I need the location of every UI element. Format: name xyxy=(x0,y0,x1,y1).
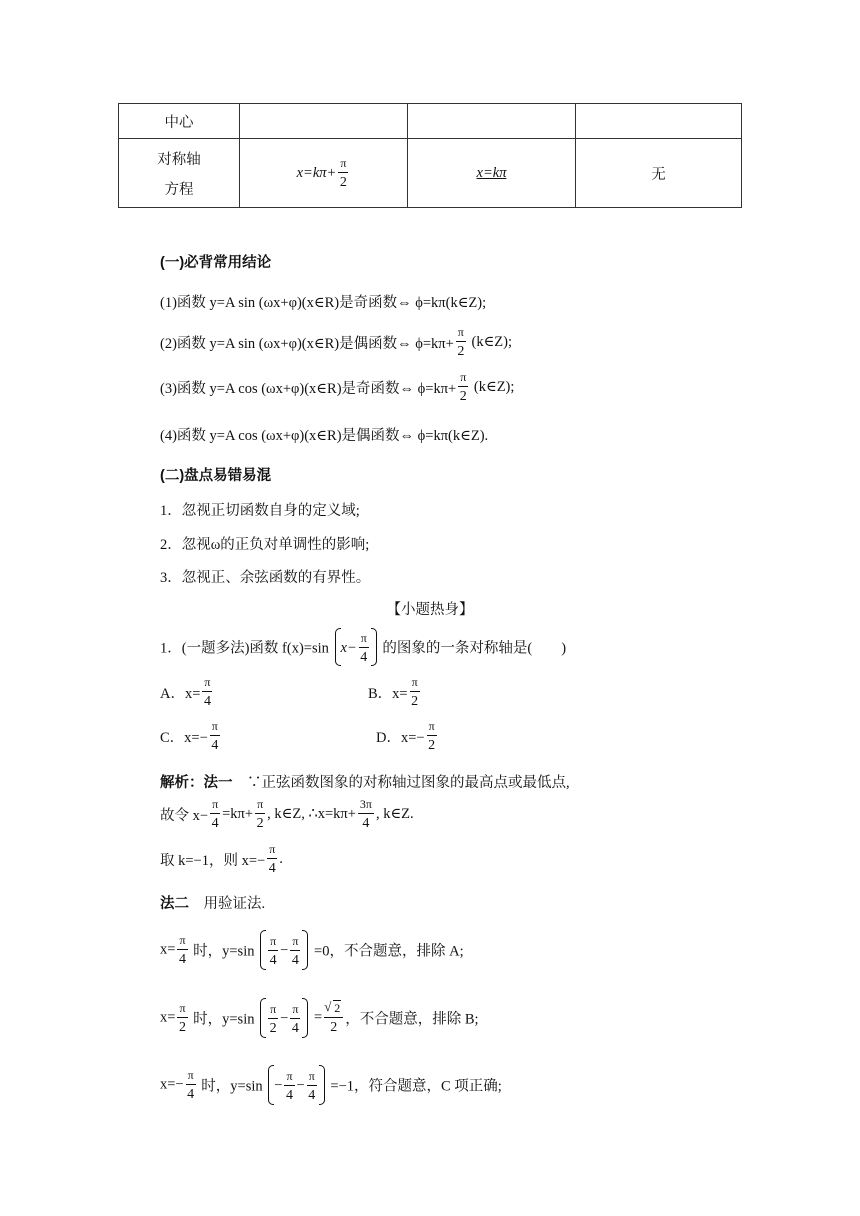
table-cell-axis-label xyxy=(119,139,240,208)
check-a: x= $\frac{\pi}{4}$ 时，y=sin $\frac{\pi}{4}$ − $\frac{\pi}{4}$ =0，不合题意，排除 A; xyxy=(160,930,464,970)
section1-heading: (一)必背常用结论 xyxy=(160,255,272,271)
table-row xyxy=(119,139,742,208)
option-a[interactable]: A．x= $\frac{\pi}{4}$ xyxy=(160,675,211,709)
pitfall-3: 3．忽视正、余弦函数的有界性。 xyxy=(160,570,371,586)
pitfall-1: 1．忽视正切函数自身的定义域; xyxy=(160,503,360,519)
table-cell xyxy=(408,104,576,139)
solution-line3: 取 k=−1，则 x=− $\frac{\pi}{4}$ . xyxy=(160,842,283,876)
fraction: $\frac{\pi}{2}$ xyxy=(457,325,465,359)
fraction: $\frac{\pi}{2}$ xyxy=(459,370,467,404)
table-cell-cos-axis xyxy=(408,139,576,208)
option-c[interactable]: C．x=− $\frac{\pi}{4}$ xyxy=(160,719,219,753)
section2-heading: (二)盘点易错易混 xyxy=(160,468,272,484)
cos-axis-formula: x=kπ xyxy=(476,164,507,181)
solution-line1: 解析：法一 ∵正弦函数图象的对称轴过图象的最高点或最低点, xyxy=(160,775,570,791)
properties-table xyxy=(118,103,742,208)
check-c: x=− $\frac{\pi}{4}$ 时，y=sin − $\frac{\pi}{4}$ − $\frac{\pi}{4}$ =−1，符合题意，C 项正确; xyxy=(160,1065,502,1105)
table-cell-sin-axis xyxy=(240,139,408,208)
table-cell xyxy=(240,104,408,139)
axis-label-line1: 对称轴 xyxy=(157,152,201,168)
option-d[interactable]: D．x=− $\frac{\pi}{2}$ xyxy=(376,719,436,753)
fraction: $\frac{\pi}{2}$ xyxy=(339,155,347,190)
conclusion-4: (4)函数 y=A cos (ωx+φ)(x∈R)是偶函数⇔ ϕ=kπ(k∈Z). xyxy=(160,428,489,444)
solution-line2: 故令 x− $\frac{\pi}{4}$ =kπ+ $\frac{\pi}{2}$ , k∈Z, ∴x=kπ+ $\frac{3\pi}{4}$ , k∈Z. xyxy=(160,797,414,831)
conclusion-3: (3)函数 y=A cos (ωx+φ)(x∈R)是奇函数⇔ ϕ=kπ+ $\frac{\pi}{2}$ (k∈Z); xyxy=(160,370,515,404)
paren-group: x− $\frac{\pi}{4}$ xyxy=(335,628,377,666)
axis-label-line2: 方程 xyxy=(164,182,194,198)
sin-axis-formula: x=kπ+ xyxy=(296,164,337,181)
table-cell xyxy=(576,104,742,139)
warmup-title: 【小题热身】 xyxy=(386,602,474,618)
table-row xyxy=(119,104,742,139)
table-cell-center-label: 中心 xyxy=(119,104,240,139)
method2-line: 法二 用验证法. xyxy=(160,896,266,912)
question-1: 1．(一题多法)函数 f(x)=sin x− $\frac{\pi}{4}$ 的图象的一条对称轴是( ) xyxy=(160,628,566,666)
table-cell-tan-axis: 无 xyxy=(576,139,742,208)
option-b[interactable]: B．x= $\frac{\pi}{2}$ xyxy=(368,675,419,709)
pitfall-2: 2．忽视ω的正负对单调性的影响; xyxy=(160,537,370,553)
conclusion-2: (2)函数 y=A sin (ωx+φ)(x∈R)是偶函数⇔ ϕ=kπ+ $\frac{\pi}{2}$ (k∈Z); xyxy=(160,325,513,359)
conclusion-1: (1)函数 y=A sin (ωx+φ)(x∈R)是奇函数⇔ ϕ=kπ(k∈Z); xyxy=(160,295,487,311)
check-b: x= $\frac{\pi}{2}$ 时，y=sin $\frac{\pi}{2}$ − $\frac{\pi}{4}$ = √ $\frac{2}{2}$ ，不合题意，排除 B; xyxy=(160,998,479,1038)
